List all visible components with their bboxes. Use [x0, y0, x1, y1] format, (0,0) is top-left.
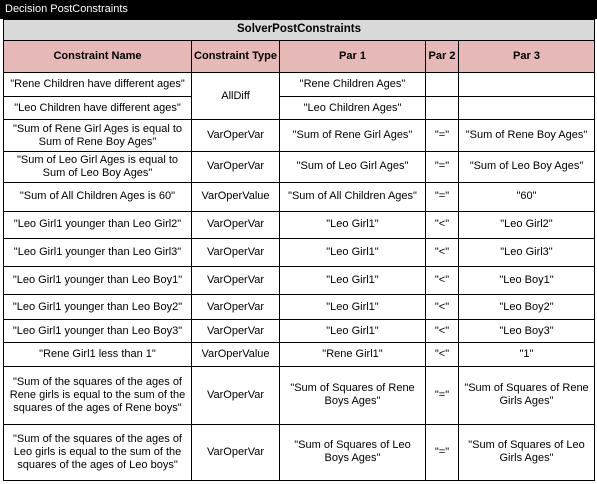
par2-cell: "="	[426, 424, 459, 480]
constraint-name-cell: "Leo Girl1 younger than Leo Girl3"	[4, 238, 192, 266]
par2-cell: "<"	[426, 295, 459, 320]
table-row	[4, 97, 595, 120]
par3-cell: "Leo Boy1"	[459, 267, 595, 295]
par1-cell: "Sum of Squares of Rene Boys Ages"	[280, 367, 426, 424]
par2-cell: "<"	[426, 320, 459, 343]
constraint-type-cell: VarOperVar	[192, 120, 280, 152]
par1-cell: "Leo Girl1"	[280, 320, 426, 343]
constraint-name-cell: "Leo Girl1 younger than Leo Boy2"	[4, 295, 192, 320]
par2-cell: "<"	[426, 343, 459, 367]
constraint-type-cell: VarOperVar	[192, 320, 280, 343]
section-header-row	[4, 20, 595, 41]
constraint-type-cell: VarOperValue	[192, 182, 280, 211]
par3-cell: "Leo Boy2"	[459, 295, 595, 320]
par2-cell: "<"	[426, 267, 459, 295]
par2-cell: "="	[426, 152, 459, 182]
constraint-name-cell: "Sum of Rene Girl Ages is equal to Sum of Rene Boy Ages"	[4, 120, 192, 152]
table-row	[4, 367, 595, 424]
column-header-constraint-name: Constraint Name	[4, 40, 192, 72]
par2-cell: "<"	[426, 238, 459, 266]
constraint-type-cell: VarOperVar	[192, 267, 280, 295]
table-row	[4, 424, 595, 480]
par2-cell: "<"	[426, 211, 459, 238]
constraint-type-cell: VarOperVar	[192, 152, 280, 182]
table-row	[4, 267, 595, 295]
constraint-name-cell: "Sum of the squares of the ages of Rene girls is equal to the sum of the squares of the ages of Rene boys"	[4, 367, 192, 424]
par3-cell: "60"	[459, 182, 595, 211]
par2-cell	[426, 73, 459, 97]
window-title: Decision PostConstraints	[0, 0, 597, 19]
constraint-name-cell: "Leo Girl1 younger than Leo Boy3"	[4, 320, 192, 343]
constraint-name-cell: "Sum of All Children Ages is 60"	[4, 182, 192, 211]
constraint-type-cell: VarOperVar	[192, 238, 280, 266]
par3-cell: "Leo Girl2"	[459, 211, 595, 238]
par2-cell: "="	[426, 367, 459, 424]
constraint-type-cell: VarOperVar	[192, 295, 280, 320]
par1-cell: "Leo Girl1"	[280, 295, 426, 320]
par1-cell: "Leo Girl1"	[280, 211, 426, 238]
table-row	[4, 211, 595, 238]
table-row	[4, 320, 595, 343]
par1-cell: "Sum of Leo Girl Ages"	[280, 152, 426, 182]
par3-cell: "1"	[459, 343, 595, 367]
par3-cell: "Sum of Squares of Leo Girls Ages"	[459, 424, 595, 480]
table-row	[4, 73, 595, 97]
table-row	[4, 295, 595, 320]
par1-cell: "Sum of All Children Ages"	[280, 182, 426, 211]
par1-cell: "Leo Girl1"	[280, 238, 426, 266]
par1-cell: "Leo Children Ages"	[280, 97, 426, 120]
par3-cell	[459, 97, 595, 120]
par3-cell	[459, 73, 595, 97]
par2-cell	[426, 97, 459, 120]
table-row	[4, 152, 595, 182]
column-header-row	[4, 40, 595, 72]
par1-cell: "Rene Girl1"	[280, 343, 426, 367]
par3-cell: "Sum of Squares of Rene Girls Ages"	[459, 367, 595, 424]
table-row	[4, 238, 595, 266]
par1-cell: "Sum of Squares of Leo Boys Ages"	[280, 424, 426, 480]
par1-cell: "Sum of Rene Girl Ages"	[280, 120, 426, 152]
table-row	[4, 182, 595, 211]
column-header-par3: Par 3	[459, 40, 595, 72]
constraint-type-cell: VarOperVar	[192, 367, 280, 424]
par1-cell: "Leo Girl1"	[280, 267, 426, 295]
column-header-constraint-type: Constraint Type	[192, 40, 280, 72]
par2-cell: "="	[426, 120, 459, 152]
constraint-type-cell: AllDiff	[192, 73, 280, 120]
par1-cell: "Rene Children Ages"	[280, 73, 426, 97]
constraint-type-cell: VarOperVar	[192, 211, 280, 238]
table-row	[4, 343, 595, 367]
constraint-name-cell: "Sum of the squares of the ages of Leo girls is equal to the sum of the squares of the ages of Leo boys"	[4, 424, 192, 480]
constraint-name-cell: "Sum of Leo Girl Ages is equal to Sum of Leo Boy Ages"	[4, 152, 192, 182]
constraint-type-cell: VarOperVar	[192, 424, 280, 480]
section-title: SolverPostConstraints	[4, 20, 595, 41]
constraint-name-cell: "Rene Girl1 less than 1"	[4, 343, 192, 367]
table-row	[4, 120, 595, 152]
par3-cell: "Leo Boy3"	[459, 320, 595, 343]
constraint-name-cell: "Rene Children have different ages"	[4, 73, 192, 97]
par2-cell: "="	[426, 182, 459, 211]
par3-cell: "Sum of Leo Boy Ages"	[459, 152, 595, 182]
constraint-type-cell: VarOperValue	[192, 343, 280, 367]
par3-cell: "Sum of Rene Boy Ages"	[459, 120, 595, 152]
constraint-name-cell: "Leo Girl1 younger than Leo Boy1"	[4, 267, 192, 295]
column-header-par2: Par 2	[426, 40, 459, 72]
column-header-par1: Par 1	[280, 40, 426, 72]
constraint-name-cell: "Leo Girl1 younger than Leo Girl2"	[4, 211, 192, 238]
constraints-table	[3, 19, 595, 481]
par3-cell: "Leo Girl3"	[459, 238, 595, 266]
constraint-name-cell: "Leo Children have different ages"	[4, 97, 192, 120]
